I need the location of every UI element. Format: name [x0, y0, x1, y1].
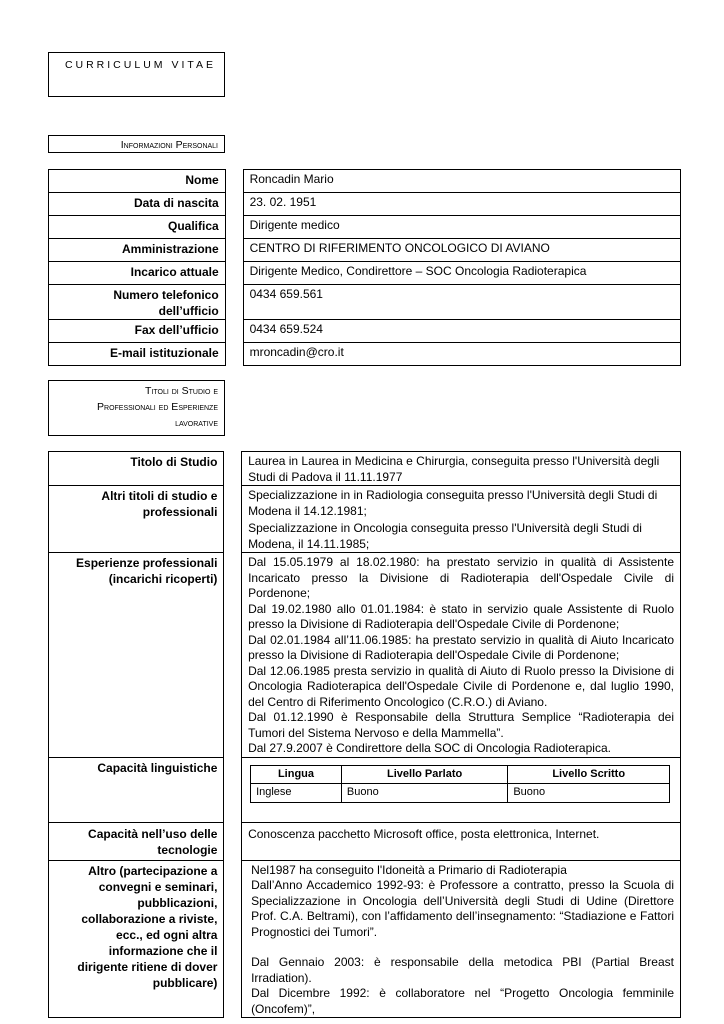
- value-telefono: 0434 659.561: [243, 285, 680, 320]
- value-lingue: [242, 757, 681, 822]
- value-email: mroncadin@cro.it: [243, 343, 680, 366]
- altro-4: Dal Dicembre 1992: è collaboratore nel “Progetto Oncologia femminile (Oncofem)”,: [251, 986, 674, 1016]
- cell-scritto: Buono: [508, 784, 670, 803]
- personal-info-table: [48, 169, 681, 366]
- value-tecnologie: Conoscenza pacchetto Microsoft office, posta elettronica, Internet.: [242, 822, 681, 860]
- value-esperienze: [242, 553, 681, 758]
- table-row: [49, 553, 681, 758]
- table-row: [49, 757, 681, 822]
- table-row: [49, 860, 681, 1018]
- esperienza-4: Dal 12.06.1985 presta servizio in qualità di Aiuto di Ruolo presso la Divisione di Oncologia Radioterapica dell'Ospedale Civile di Pordenone e, dal luglio 1990, del Centro di Riferimento Oncologico (C.R.O.) di Aviano.: [248, 663, 674, 709]
- value-nome: Roncadin Mario: [243, 170, 680, 193]
- table-row: [49, 822, 681, 860]
- label-incarico: Incarico attuale: [49, 262, 226, 285]
- esperienza-1: Dal 15.05.1979 al 18.02.1980: ha prestato servizio in qualità di Assistente Incaricato presso la Divisione di Radioterapia dell'Ospedale Civile di Pordenone;: [248, 555, 674, 600]
- table-row: [251, 765, 670, 784]
- titles-heading-line1: Titoli di Studio e: [145, 385, 218, 397]
- titles-heading: [48, 380, 225, 436]
- table-row: [49, 262, 681, 285]
- cv-title: CURRICULUM VITAE: [64, 59, 216, 71]
- label-lingue: Capacità linguistiche: [49, 757, 224, 822]
- label-esperienze: Esperienze professionali (incarichi ricoperti): [49, 553, 224, 758]
- value-incarico: Dirigente Medico, Condirettore – SOC Oncologia Radioterapica: [243, 262, 680, 285]
- language-table: [250, 765, 670, 803]
- value-altro: [242, 860, 681, 1018]
- titles-heading-line3: lavorative: [175, 417, 218, 429]
- altri-titoli-2: Specializzazione in Oncologia conseguita presso l'Università degli Studi di Modena, il 14.11.1985;: [248, 521, 642, 551]
- value-data-nascita: 23. 02. 1951: [243, 193, 680, 216]
- table-row: [49, 320, 681, 343]
- value-fax: 0434 659.524: [243, 320, 680, 343]
- cv-title-box: [48, 52, 225, 97]
- table-row: [251, 784, 670, 803]
- table-row: [49, 285, 681, 320]
- personal-info-heading-text: Informazioni Personali: [120, 139, 218, 151]
- value-amministrazione: CENTRO DI RIFERIMENTO ONCOLOGICO DI AVIANO: [243, 239, 680, 262]
- col-lingua: Lingua: [251, 765, 342, 784]
- altro-1: Nel1987 ha conseguito l'Idoneità a Primario di Radioterapia: [251, 862, 567, 877]
- table-row: [49, 216, 681, 239]
- altro-2: Dall’Anno Accademico 1992-93: è Professore a contratto, presso la Scuola di Specializzazione in Oncologia dell’Università degli Studi di Udine (Direttore Prof. C.A. Beltrami), con l’affidamento dell’insegnamento: “Stadiazione e Fattori Prognostici dei Tumori”.: [251, 878, 674, 939]
- table-row: [49, 239, 681, 262]
- value-qualifica: Dirigente medico: [243, 216, 680, 239]
- value-titolo-studio: [242, 452, 681, 486]
- esperienza-2: Dal 19.02.1980 allo 01.01.1984: è stato in servizio quale Assistente di Ruolo presso la Divisione di Radioterapia dell'Ospedale Civile di Pordenone;: [248, 601, 674, 631]
- table-row: [49, 193, 681, 216]
- col-parlato: Livello Parlato: [341, 765, 507, 784]
- personal-info-heading: [48, 135, 225, 153]
- table-row: [49, 343, 681, 366]
- label-email: E-mail istituzionale: [49, 343, 226, 366]
- table-row: [49, 486, 681, 553]
- col-scritto: Livello Scritto: [508, 765, 670, 784]
- label-titolo-studio: Titolo di Studio: [49, 452, 224, 486]
- titolo-studio-text: Laurea in Laurea in Medicina e Chirurgia, conseguita presso l'Università degli Studi di Padova il 11.11.1977: [248, 454, 660, 484]
- label-data-nascita: Data di nascita: [49, 193, 226, 216]
- altro-3: Dal Gennaio 2003: è responsabile della metodica PBI (Partial Breast Irradiation).: [251, 955, 674, 985]
- cell-parlato: Buono: [341, 784, 507, 803]
- label-amministrazione: Amministrazione: [49, 239, 226, 262]
- label-fax: Fax dell’ufficio: [49, 320, 226, 343]
- titles-heading-line2: Professionali ed Esperienze: [97, 401, 218, 413]
- cell-lingua: Inglese: [251, 784, 342, 803]
- label-altro: Altro (partecipazione a convegni e seminari, pubblicazioni, collaborazione a riviste, ecc., ed ogni altra informazione che il dirigente ritiene di dover pubblicare): [49, 860, 224, 1018]
- label-altri-titoli: Altri titoli di studio e professionali: [49, 486, 224, 553]
- esperienza-3: Dal 02.01.1984 all’11.06.1985: ha prestato servizio in qualità di Aiuto Incaricato presso la Divisione di Radioterapia dell'Ospedale Civile di Pordenone;: [248, 632, 674, 662]
- altri-titoli-1: Specializzazione in in Radiologia conseguita presso l'Università degli Studi di Modena il 14.12.1981;: [248, 488, 658, 518]
- titles-table: [48, 451, 681, 1018]
- label-telefono: Numero telefonico dell’ufficio: [49, 285, 226, 320]
- table-row: [49, 452, 681, 486]
- label-tecnologie: Capacità nell’uso delle tecnologie: [49, 822, 224, 860]
- table-row: [49, 170, 681, 193]
- esperienza-5: Dal 01.12.1990 è Responsabile della Struttura Semplice “Radioterapia dei Tumori del Sistema Nervoso e della Mammella”.: [248, 710, 674, 740]
- esperienza-6: Dal 27.9.2007 è Condirettore della SOC di Oncologia Radioterapica.: [248, 741, 611, 755]
- value-altri-titoli: [242, 486, 681, 553]
- label-nome: Nome: [49, 170, 226, 193]
- label-qualifica: Qualifica: [49, 216, 226, 239]
